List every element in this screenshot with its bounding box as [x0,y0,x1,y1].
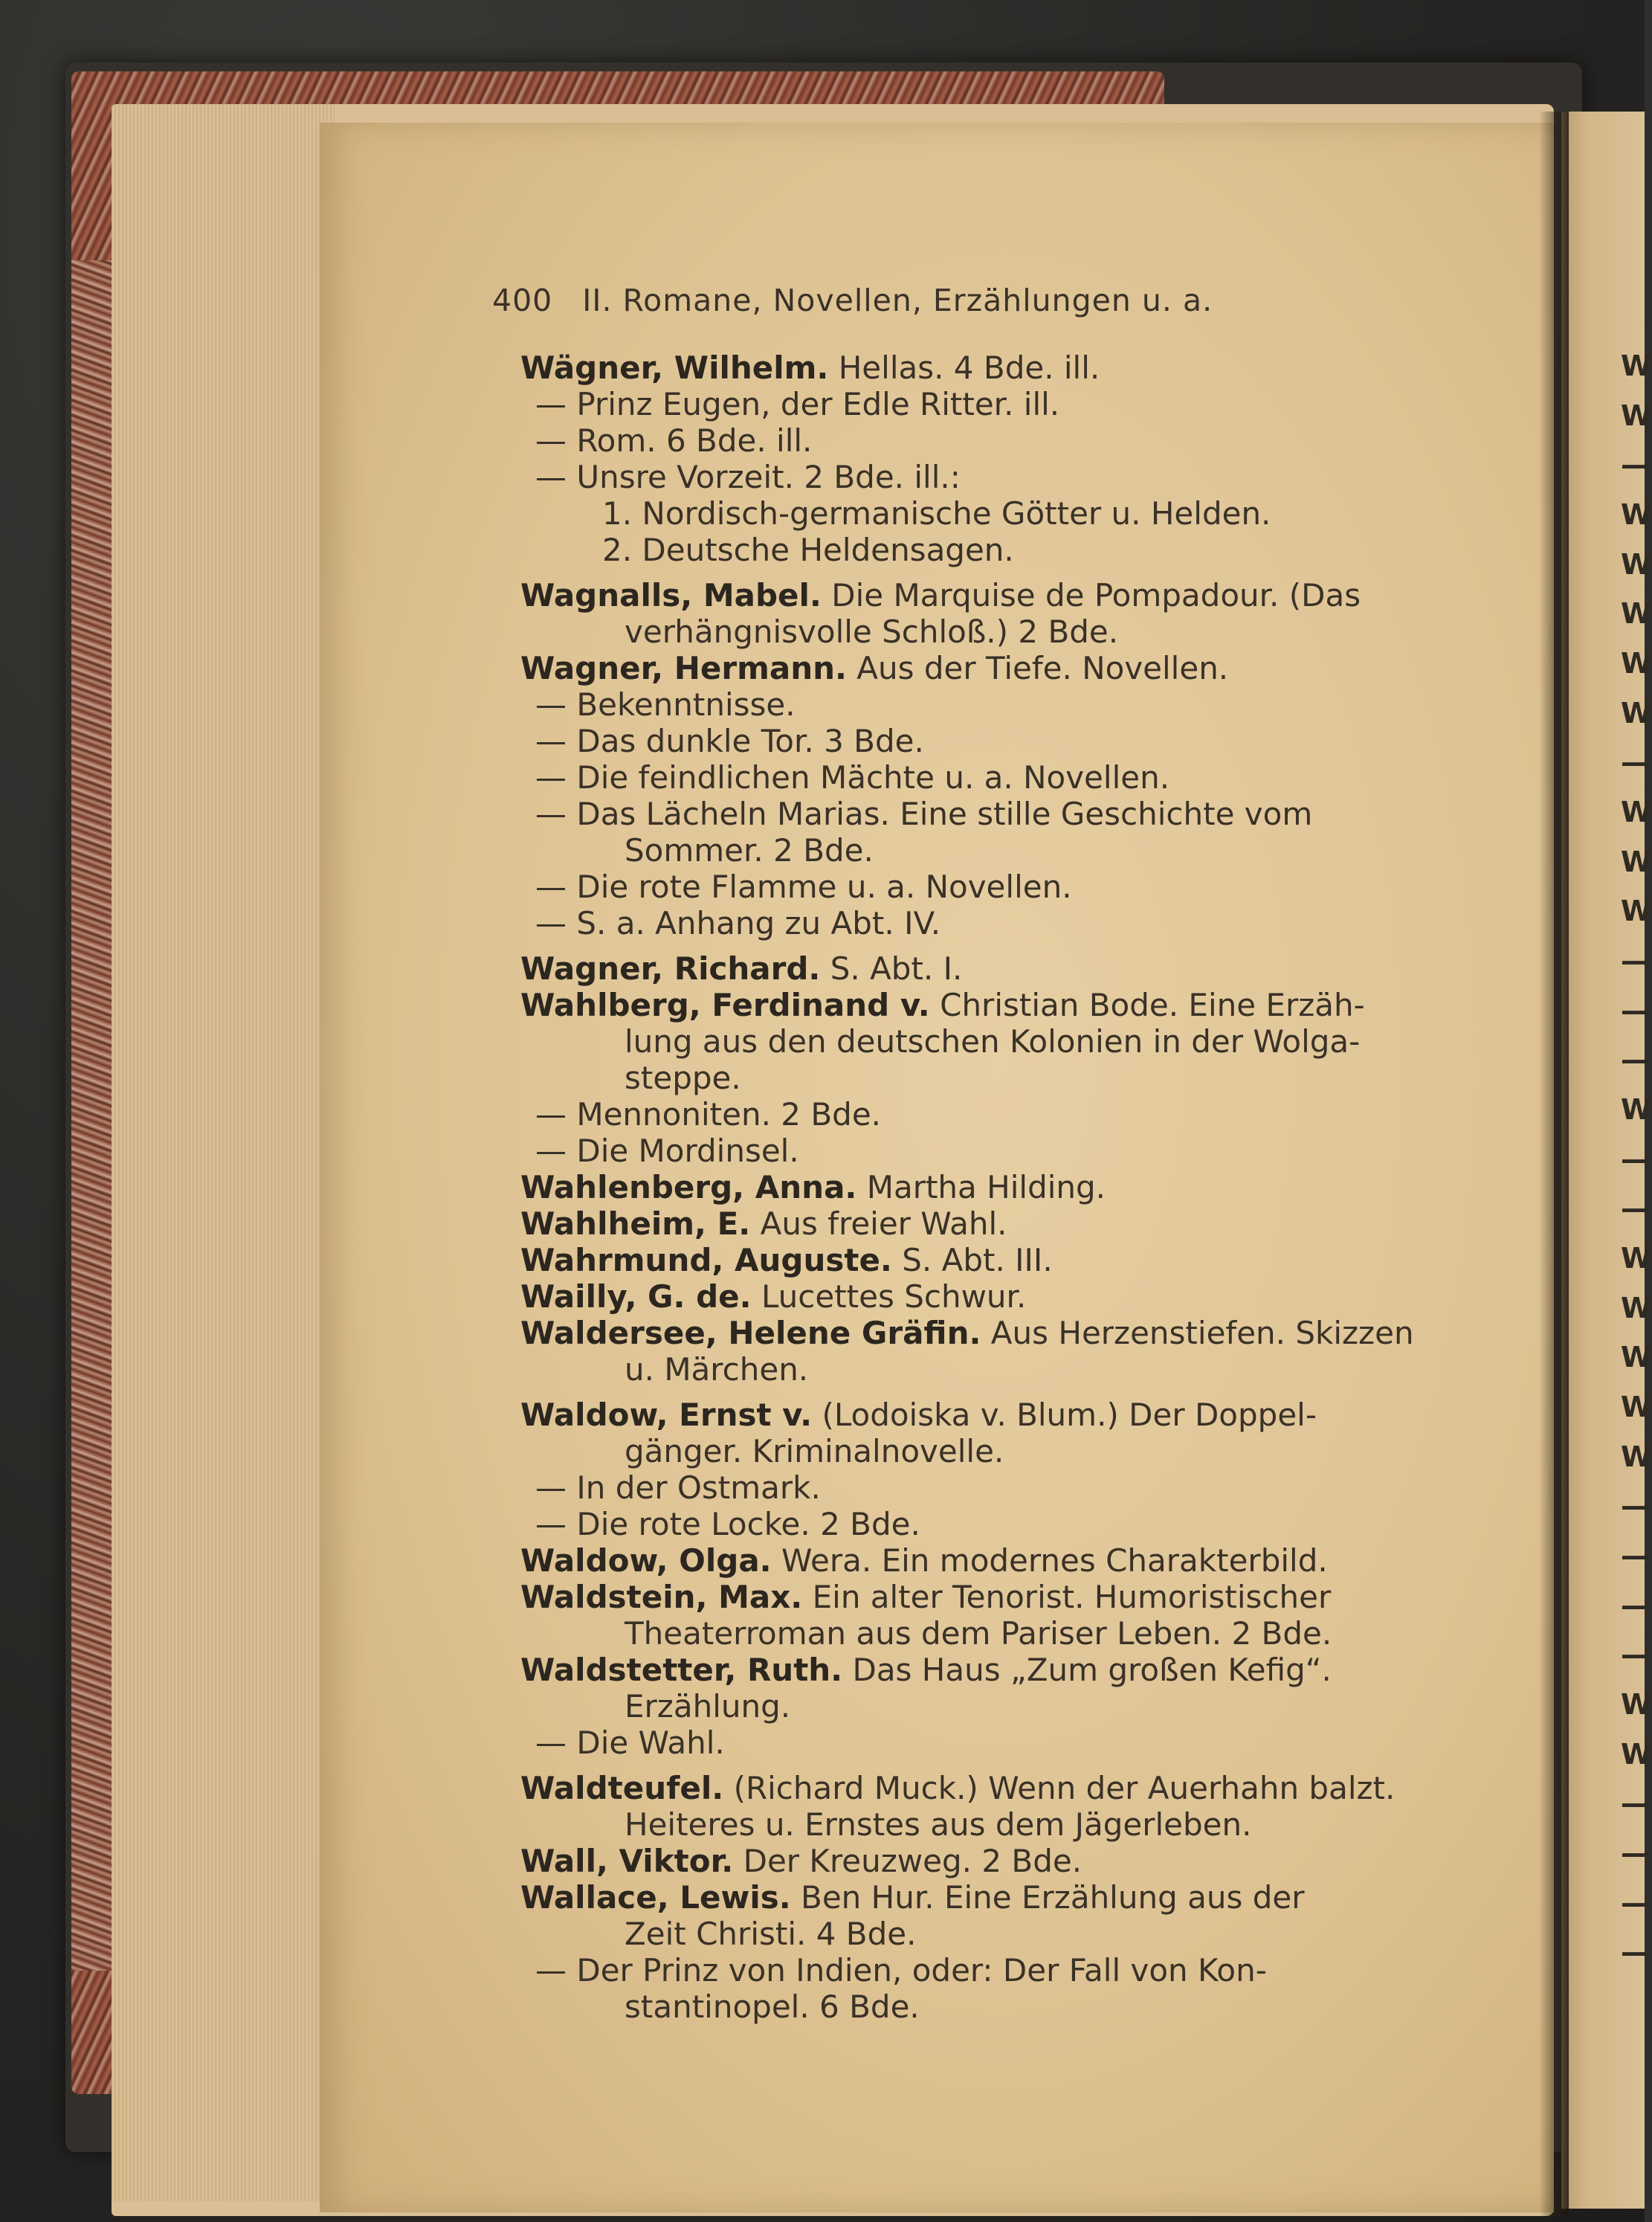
catalog-entry [520,1579,1487,1615]
facing-page-fragment: W [1621,498,1652,531]
running-header [492,283,1213,318]
facing-page-fragment: W [1621,399,1652,432]
entry-text: Hellas. 4 Bde. ill. [828,350,1100,386]
entry-text: Die Marquise de Pompadour. (Das [821,577,1361,614]
catalog-entry-line [520,459,1487,495]
entry-text: — Prinz Eugen, der Edle Ritter. ill. [535,386,1060,422]
catalog-entry-line [520,1988,1487,2025]
entry-text: stantinopel. 6 Bde. [625,1988,920,2025]
facing-page-fragment: W [1621,1391,1652,1423]
facing-page-fragment: — [1621,1936,1649,1968]
entry-text: — Die Mordinsel. [535,1133,799,1169]
author-name: Wahlheim, E. [520,1205,751,1242]
entry-text: — Die rote Flamme u. a. Novellen. [535,869,1072,905]
catalog-entry [520,1205,1487,1242]
facing-page-fragment: W [1621,1688,1652,1721]
facing-page-fragment: W [1621,1440,1652,1473]
entry-text: S. Abt. III. [891,1242,1053,1278]
entry-text: Heiteres u. Ernstes aus dem Jägerleben. [625,1806,1252,1843]
facing-page-fragment: — [1621,746,1649,779]
author-name: Wagnalls, Mabel. [520,577,822,614]
entry-text: lung aus den deutschen Kolonien in der Wolga- [625,1023,1361,1060]
author-name: Wahrmund, Auguste. [520,1242,892,1278]
catalog-entry-line [520,1433,1487,1469]
catalog-entry-line [520,1506,1487,1542]
catalog-entry-line [520,1023,1487,1060]
entry-text: — Rom. 6 Bde. ill. [535,422,813,459]
facing-page-fragment: W [1621,1093,1652,1126]
catalog-entry-line [520,1133,1487,1169]
facing-page-fragment: — [1621,1539,1649,1572]
entry-text: Das Haus „Zum großen Kefig“. [842,1652,1332,1688]
entry-text: — Die rote Locke. 2 Bde. [535,1506,920,1542]
author-name: Waldteufel. [520,1770,724,1806]
facing-page-fragment: W [1621,1242,1652,1275]
catalog-entry [520,1542,1487,1579]
entry-text: gänger. Kriminalnovelle. [625,1433,1004,1469]
facing-page-fragment: W [1621,697,1652,730]
facing-page-fragment: W [1621,846,1652,878]
catalog-entry-line [520,723,1487,759]
entry-text: — Das Lächeln Marias. Eine stille Geschichte vom [535,796,1313,832]
entry-text: — S. a. Anhang zu Abt. IV. [535,905,941,941]
catalog-entry-line [520,1725,1487,1761]
entry-text: Zeit Christi. 4 Bde. [625,1916,917,1952]
gutter-shadow [1539,112,1569,2216]
catalog-entry-line [520,796,1487,832]
catalog-entry-line [520,495,1487,532]
facing-page-fragment: — [1621,1589,1649,1622]
author-name: Waldstein, Max. [520,1579,803,1615]
entry-text: Ein alter Tenorist. Humoristischer [802,1579,1332,1615]
author-name: Waldstetter, Ruth. [520,1652,843,1688]
author-name: Wailly, G. de. [520,1278,752,1315]
entry-text: — Die feindlichen Mächte u. a. Novellen. [535,759,1170,796]
entry-text: Martha Hilding. [856,1169,1106,1205]
catalog-entry [520,987,1487,1023]
catalog-entry [520,650,1487,686]
facing-page-fragment: W [1621,895,1652,927]
facing-page-fragment: W [1621,350,1652,382]
catalog-entry [520,1315,1487,1351]
facing-page-fragment: — [1621,1043,1649,1076]
catalog-entry [520,350,1487,386]
author-name: Wagner, Hermann. [520,650,847,686]
entry-text: — Der Prinz von Indien, oder: Der Fall von Kon- [535,1952,1267,1988]
catalog-entry-line [520,1096,1487,1133]
catalog-entry-line [520,759,1487,796]
catalog-entry [520,1169,1487,1205]
catalog-entry [520,950,1487,987]
facing-page-fragment: — [1621,1887,1649,1919]
catalog-entries [520,350,1487,2025]
author-name: Wall, Viktor. [520,1843,734,1879]
entry-text: 2. Deutsche Heldensagen. [602,532,1014,568]
catalog-entry-line [520,386,1487,422]
catalog-entry [520,1770,1487,1806]
catalog-entry-line [520,1351,1487,1388]
catalog-entry [520,1397,1487,1433]
facing-page-fragment: W [1621,796,1652,828]
entry-text: — Das dunkle Tor. 3 Bde. [535,723,924,759]
author-name: Wahlberg, Ferdinand v. [520,987,930,1023]
section-title: II. Romane, Novellen, Erzählungen u. a. [582,283,1213,318]
author-name: Wagner, Richard. [520,950,821,987]
facing-page-fragment: — [1621,448,1649,481]
facing-page-fragment: — [1621,1837,1649,1870]
catalog-entry [520,1843,1487,1879]
entry-text: u. Märchen. [625,1351,809,1388]
entry-text: (Lodoiska v. Blum.) Der Doppel- [812,1397,1317,1433]
catalog-entry-line [520,614,1487,650]
author-name: Waldow, Ernst v. [520,1397,813,1433]
author-name: Waldow, Olga. [520,1542,772,1579]
catalog-entry-line [520,1615,1487,1652]
entry-text: — In der Ostmark. [535,1469,821,1506]
entry-text: (Richard Muck.) Wenn der Auerhahn balzt. [723,1770,1396,1806]
entry-text: Aus Herzenstiefen. Skizzen [981,1315,1414,1351]
entry-text: Aus der Tiefe. Novellen. [846,650,1229,686]
facing-page-fragment: W [1621,597,1652,630]
entry-text: — Bekenntnisse. [535,686,796,723]
entry-text: verhängnisvolle Schloß.) 2 Bde. [625,614,1119,650]
facing-page-fragment: W [1621,548,1652,581]
facing-page-fragment: — [1621,1638,1649,1671]
entry-text: — Die Wahl. [535,1725,725,1761]
entry-text: Der Kreuzweg. 2 Bde. [733,1843,1082,1879]
author-name: Wägner, Wilhelm. [520,350,829,386]
page-number: 400 [492,283,553,318]
entry-text: — Mennoniten. 2 Bde. [535,1096,882,1133]
author-name: Wallace, Lewis. [520,1879,791,1916]
catalog-entry-line [520,686,1487,723]
entry-text: Erzählung. [625,1688,791,1725]
catalog-entry-line [520,1469,1487,1506]
catalog-entry-line [520,832,1487,869]
page-stack [112,104,335,2201]
facing-page-fragment: W [1621,1738,1652,1771]
facing-page-fragment: W [1621,647,1652,680]
facing-page-fragment: W [1621,1292,1652,1324]
facing-page-fragment: W [1621,1341,1652,1374]
catalog-entry [520,1652,1487,1688]
author-name: Waldersee, Helene Gräfin. [520,1315,981,1351]
entry-text: Ben Hur. Eine Erzählung aus der [790,1879,1305,1916]
catalog-entry-line [520,869,1487,905]
catalog-entry [520,1242,1487,1278]
catalog-entry-line [520,1952,1487,1988]
facing-page-fragment: — [1621,1787,1649,1820]
facing-page-fragment: — [1621,994,1649,1027]
entry-text: 1. Nordisch-germanische Götter u. Helden. [602,495,1271,532]
entry-text: — Unsre Vorzeit. 2 Bde. ill.: [535,459,961,495]
entry-text: Wera. Ein modernes Charakterbild. [771,1542,1328,1579]
entry-text: Theaterroman aus dem Pariser Leben. 2 Bde. [625,1615,1332,1652]
catalog-entry [520,1278,1487,1315]
facing-page-fragment: — [1621,1143,1649,1176]
facing-page-fragment: — [1621,1192,1649,1225]
catalog-entry [520,577,1487,614]
facing-page-fragment: — [1621,944,1649,977]
entry-text: Aus freier Wahl. [750,1205,1007,1242]
author-name: Wahlenberg, Anna. [520,1169,857,1205]
entry-text: steppe. [625,1060,741,1096]
entry-text: Sommer. 2 Bde. [625,832,874,869]
entry-text: Christian Bode. Eine Erzäh- [929,987,1365,1023]
catalog-entry-line [520,422,1487,459]
entry-text: Lucettes Schwur. [751,1278,1027,1315]
catalog-entry-line [520,905,1487,941]
marbled-fore-edge [71,260,116,1971]
facing-page-fragment: — [1621,1490,1649,1522]
catalog-entry-line [520,1688,1487,1725]
catalog-entry [520,1879,1487,1916]
entry-text: S. Abt. I. [820,950,963,987]
catalog-entry-line [520,1806,1487,1843]
catalog-entry-line [520,1060,1487,1096]
catalog-entry-line [520,1916,1487,1952]
catalog-entry-line [520,532,1487,568]
